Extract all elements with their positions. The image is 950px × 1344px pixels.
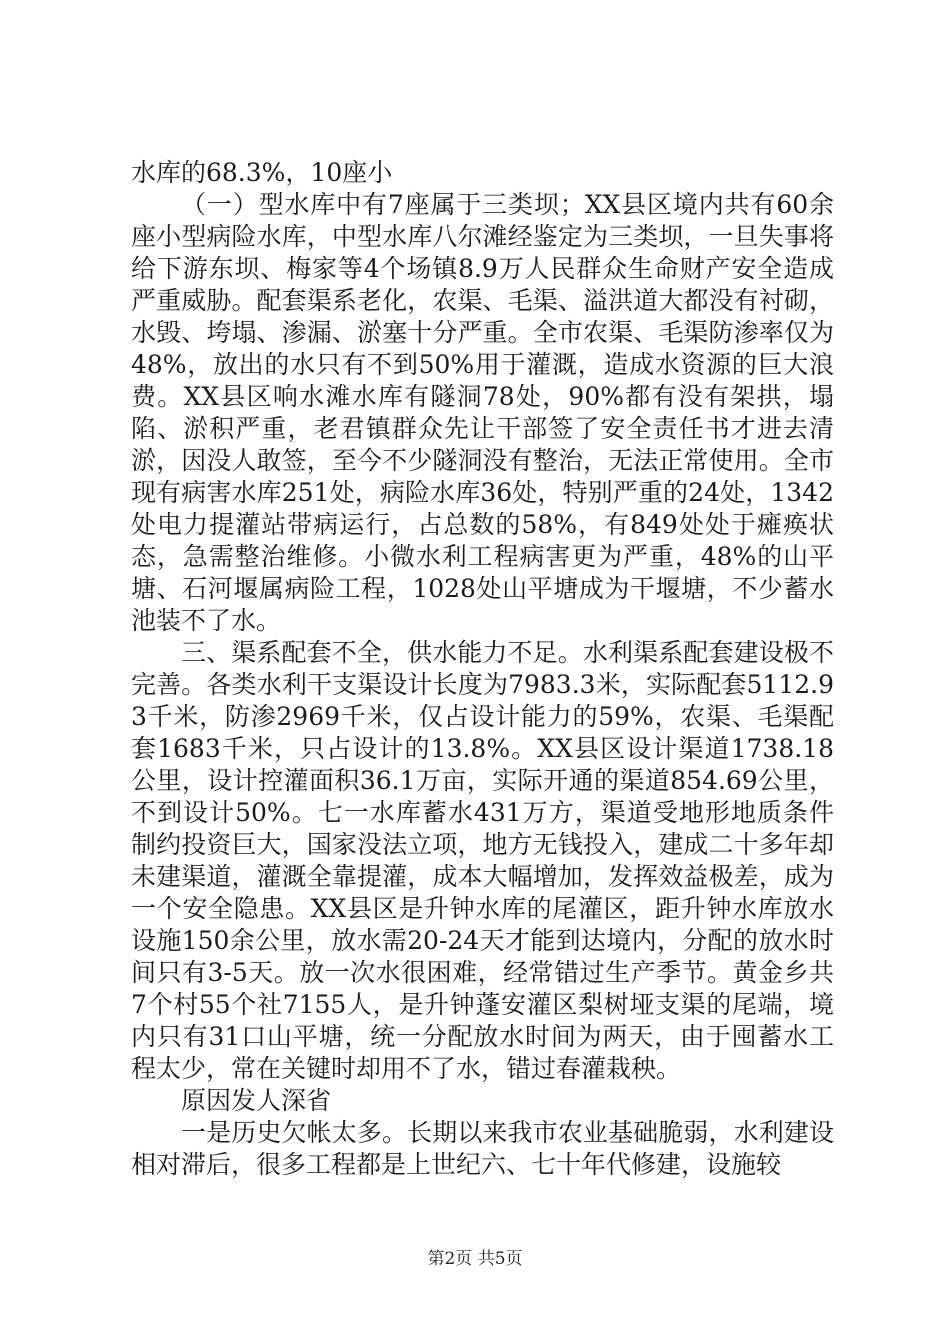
paragraph-3: 三、渠系配套不全，供水能力不足。水利渠系配套建设极不完善。各类水利干支渠设计长度为7983.3米，实际配套5112.93千米，防渗2969千米，仅占设计能力的59%，农渠、毛渠配套1683千米，只占设计的13.8%。XX县区设计渠道1738.18公里，设计控灌面积36.1万亩，实际开通的渠道854.69公里，不到设计50%。七一水库蓄水431万方，渠道受地形地质条件制约投资巨大，国家没法立项，地方无钱投入，建成二十多年却未建渠道，灌溉全靠提灌，成本大幅增加，发挥效益极差，成为一个安全隐患。XX县区是升钟水库的尾灌区，距升钟水库放水设施150余公里，放水需20-24天才能到达境内，分配的放水时间只有3-5天。放一次水很困难，经常错过生产季节。黄金乡共7个村55个社7155人，是升钟蓬安灌区梨树垭支渠的尾端，境内只有31口山平塘，统一分配放水时间为两天，由于囤蓄水工程太少，常在关键时却用不了水，错过春灌栽秧。 bbox=[131, 638, 834, 1083]
section-heading: 原因发人深省 bbox=[181, 1086, 332, 1115]
page-footer: 第2页 共5页 bbox=[427, 1249, 523, 1269]
paragraph-4: 一是历史欠帐太多。长期以来我市农业基础脆弱，水利建设相对滞后，很多工程都是上世纪六、七十年代修建，设施较 bbox=[131, 1118, 834, 1179]
paragraph-1: 水库的68.3%，10座小 bbox=[131, 158, 393, 187]
paragraph-2: （一）型水库中有7座属于三类坝；XX县区境内共有60余座小型病险水库，中型水库八尔滩经鉴定为三类坝，一旦失事将给下游东坝、梅家等4个场镇8.9万人民群众生命财产安全造成严重威胁。配套渠系老化，农渠、毛渠、溢洪道大都没有衬砌，水毁、垮塌、渗漏、淤塞十分严重。全市农渠、毛渠防渗率仅为48%，放出的水只有不到50%用于灌溉，造成水资源的巨大浪费。XX县区响水滩水库有隧洞78处，90%都有没有架拱，塌陷、淤积严重，老君镇群众先让干部签了安全责任书才进去清淤，因没人敢签，至今不少隧洞没有整治，无法正常使用。全市现有病害水库251处，病险水库36处，特别严重的24处，1342处电力提灌站带病运行，占总数的58%，有849处处于瘫痪状态，急需整治维修。小微水利工程病害更为严重，48%的山平塘、石河堰属病险工程，1028处山平塘成为干堰塘，不少蓄水池装不了水。 bbox=[131, 190, 834, 635]
document-body bbox=[131, 157, 834, 1181]
